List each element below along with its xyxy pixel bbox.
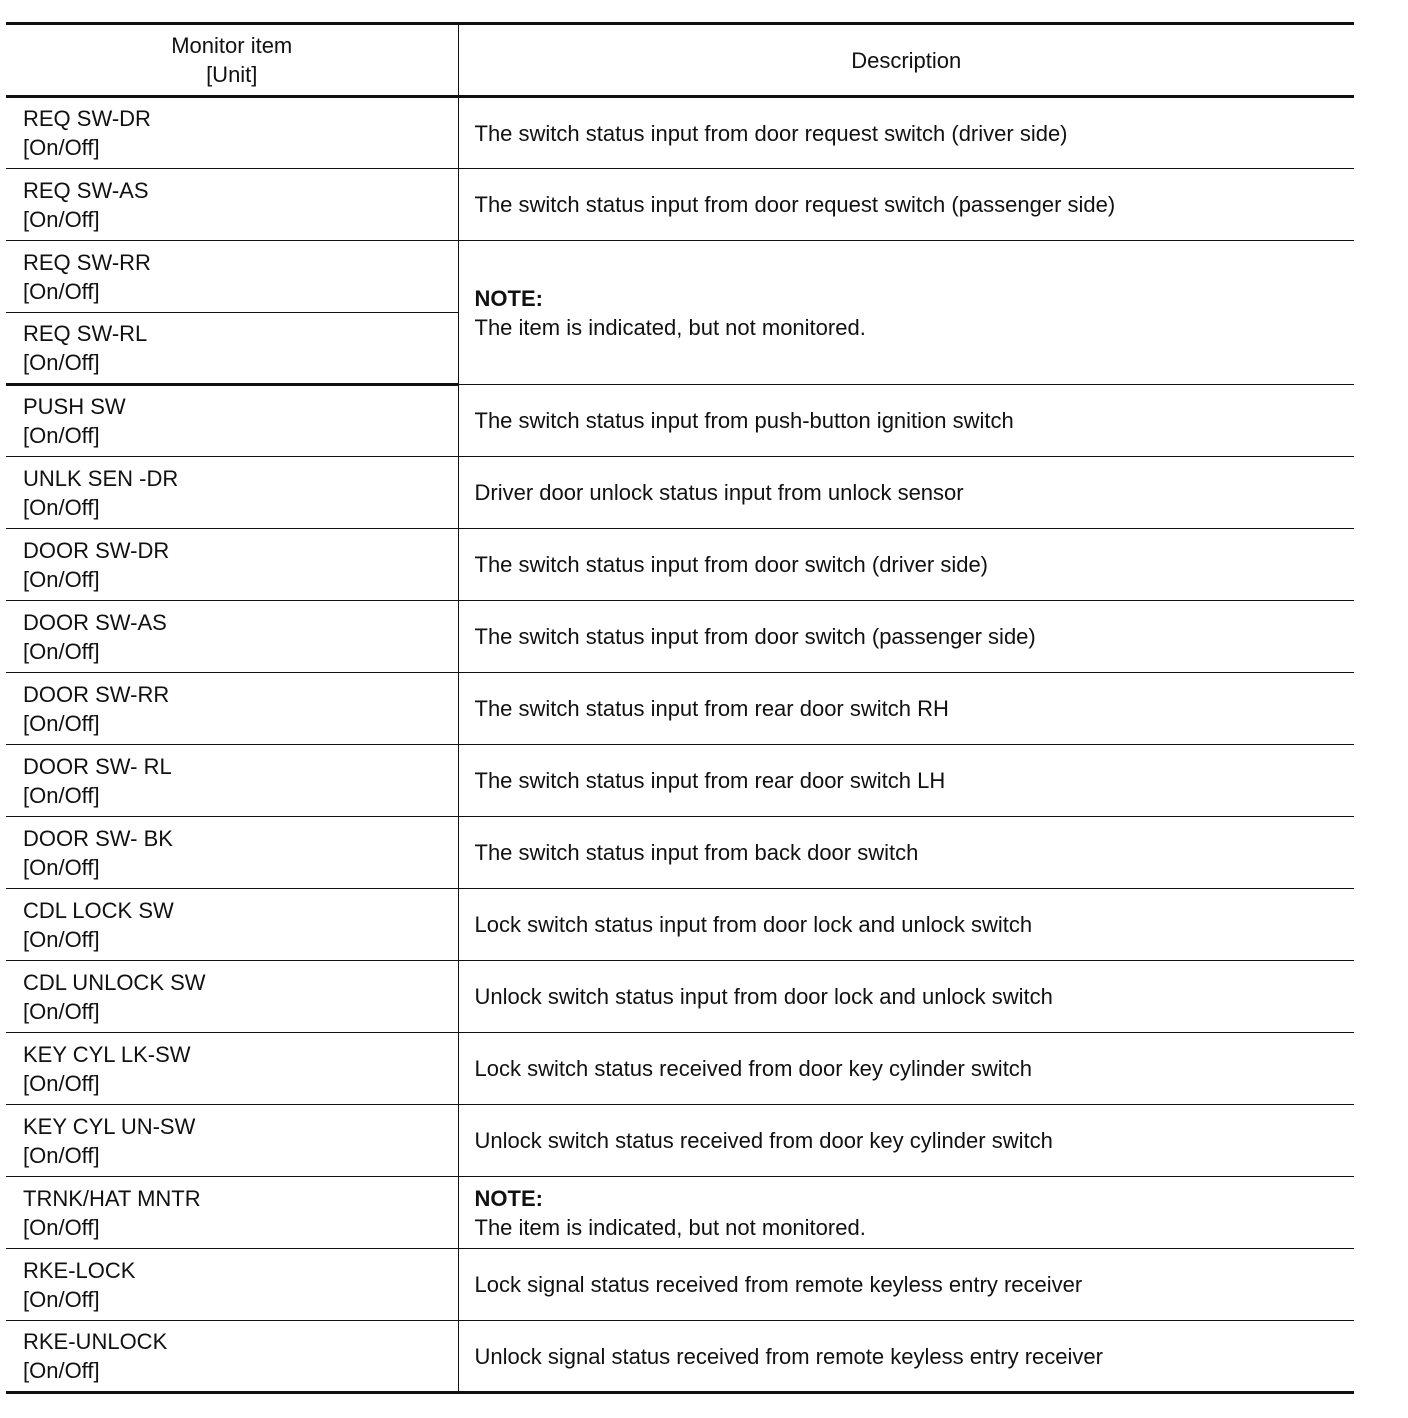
monitor-item-unit: [On/Off] [23,638,100,664]
monitor-item-unit: [On/Off] [23,206,100,232]
monitor-item-unit: [On/Off] [23,1286,100,1312]
monitor-item-unit: [On/Off] [23,926,100,952]
monitor-item-name: REQ SW-RL [23,321,148,346]
monitor-item-name: KEY CYL LK-SW [23,1041,191,1067]
monitor-item-name: CDL UNLOCK SW [23,969,206,995]
table-row [6,961,1354,1033]
monitor-item-cell [6,1321,458,1393]
monitor-item-cell [6,97,458,169]
table-row [6,817,1354,889]
note-label: NOTE: [474,1185,543,1211]
monitor-item-cell [6,601,458,673]
note-description-cell [458,1177,1354,1249]
monitor-item-unit: [On/Off] [23,998,100,1024]
monitor-item-cell [6,313,458,385]
monitor-item-cell [6,169,458,241]
table-row [6,1177,1354,1249]
monitor-item-name: DOOR SW-DR [23,537,170,563]
monitor-item-unit: [On/Off] [23,710,100,736]
monitor-item-unit: [On/Off] [23,135,100,160]
table-row [6,529,1354,601]
monitor-item-cell [6,529,458,601]
monitor-item-cell [6,961,458,1033]
monitor-item-name: DOOR SW-AS [23,609,167,635]
description-cell: Unlock signal status received from remote keyless entry receiver [458,1321,1354,1393]
monitor-item-cell [6,1177,458,1249]
monitor-item-unit: [On/Off] [23,350,100,375]
table-row [6,601,1354,673]
monitor-item-unit: [On/Off] [23,423,100,448]
description-cell: The switch status input from push-button ignition switch [458,385,1354,457]
table-row [6,1321,1354,1393]
monitor-item-unit: [On/Off] [23,494,100,520]
description-cell: Lock switch status received from door key cylinder switch [458,1033,1354,1105]
description-cell: The switch status input from door request switch (passenger side) [458,169,1354,241]
description-cell: Lock signal status received from remote keyless entry receiver [458,1249,1354,1321]
monitor-item-unit: [On/Off] [23,1358,100,1383]
monitor-item-cell [6,457,458,529]
monitor-item-cell [6,1105,458,1177]
description-cell: The switch status input from rear door switch LH [458,745,1354,817]
monitor-item-name: REQ SW-AS [23,177,149,203]
table-row [6,1249,1354,1321]
monitor-item-cell [6,1249,458,1321]
monitor-item-cell [6,889,458,961]
table-row [6,241,1354,313]
monitor-item-name: REQ SW-RR [23,249,151,275]
monitor-item-name: RKE-LOCK [23,1257,136,1283]
monitor-item-unit: [On/Off] [23,1214,100,1240]
monitor-item-name: DOOR SW- RL [23,753,172,779]
monitor-item-name: PUSH SW [23,394,126,419]
monitor-item-name: TRNK/HAT MNTR [23,1185,201,1211]
header-monitor-item-label: Monitor item [171,33,293,58]
monitor-item-unit: [On/Off] [23,1070,100,1096]
description-cell: Driver door unlock status input from unlock sensor [458,457,1354,529]
monitor-item-name: DOOR SW-RR [23,681,170,707]
description-cell: Unlock switch status received from door key cylinder switch [458,1105,1354,1177]
description-cell: The switch status input from door switch (driver side) [458,529,1354,601]
table-row [6,889,1354,961]
monitor-item-unit: [On/Off] [23,566,100,592]
table-row [6,97,1354,169]
table-row [6,1033,1354,1105]
description-cell: Unlock switch status input from door lock and unlock switch [458,961,1354,1033]
note-description-cell [458,241,1354,385]
description-cell: The switch status input from rear door switch RH [458,673,1354,745]
note-text: The item is indicated, but not monitored. [474,314,866,340]
table-row [6,1105,1354,1177]
table-row [6,673,1354,745]
monitor-item-unit: [On/Off] [23,854,100,880]
monitor-item-cell [6,745,458,817]
header-description: Description [458,24,1354,97]
monitor-item-name: KEY CYL UN-SW [23,1113,196,1139]
table-header-row [6,24,1354,97]
monitor-item-unit: [On/Off] [23,1142,100,1168]
table-row [6,169,1354,241]
description-cell: The switch status input from back door switch [458,817,1354,889]
table-row [6,457,1354,529]
header-monitor-item [6,24,458,97]
monitor-item-cell [6,1033,458,1105]
note-text: The item is indicated, but not monitored. [474,1214,866,1240]
monitor-item-unit: [On/Off] [23,278,100,304]
monitor-item-name: RKE-UNLOCK [23,1329,168,1354]
monitor-item-name: CDL LOCK SW [23,897,174,923]
monitor-item-name: REQ SW-DR [23,106,151,131]
monitor-item-cell [6,385,458,457]
monitor-item-name: DOOR SW- BK [23,825,173,851]
monitor-item-table [6,22,1354,1394]
monitor-item-name: UNLK SEN -DR [23,465,179,491]
description-cell: Lock switch status input from door lock and unlock switch [458,889,1354,961]
table-row [6,745,1354,817]
description-cell: The switch status input from door switch (passenger side) [458,601,1354,673]
note-label: NOTE: [474,285,543,311]
header-unit-label: [Unit] [206,62,258,87]
description-cell: The switch status input from door request switch (driver side) [458,97,1354,169]
monitor-item-cell [6,817,458,889]
table-row [6,385,1354,457]
monitor-item-cell [6,673,458,745]
monitor-item-unit: [On/Off] [23,782,100,808]
monitor-item-cell [6,241,458,313]
